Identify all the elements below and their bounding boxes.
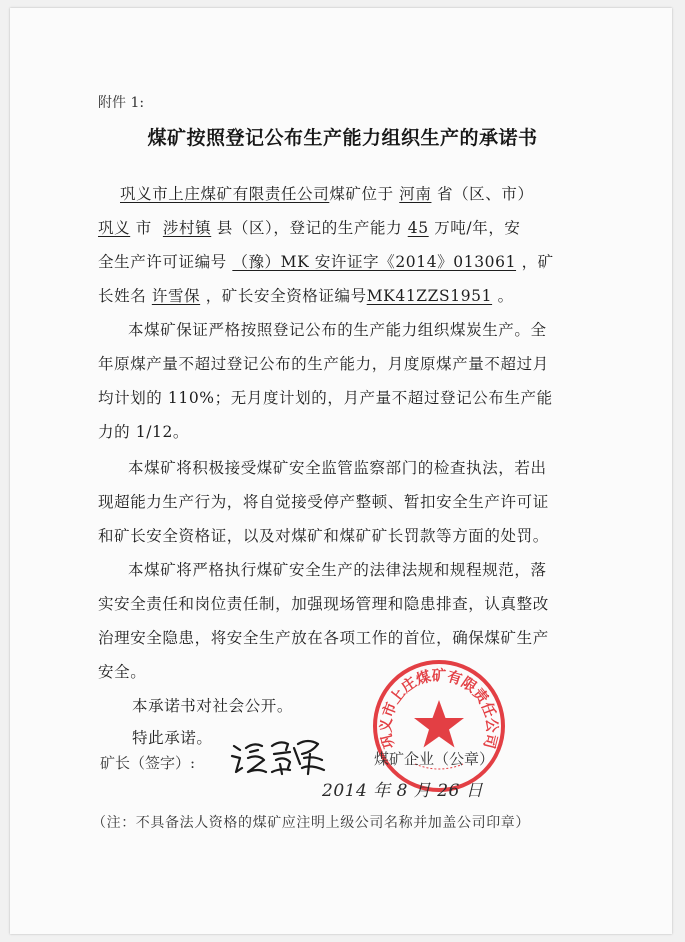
p2-line-4: 力的 1/12。 xyxy=(98,423,190,441)
p4-line-1: 本煤矿将严格执行煤矿安全生产的法律法规和规程规范，落 xyxy=(128,561,547,579)
handwritten-signature xyxy=(228,734,338,778)
town-field: 涉村镇 xyxy=(162,219,212,237)
p3-line-2: 现超能力生产行为，将自觉接受停产整顿、暂扣安全生产许可证 xyxy=(98,493,549,511)
capacity-field: 45 xyxy=(407,219,429,237)
cert-number-field: MK41ZZS1951 xyxy=(366,287,493,305)
company-stamp-label: 煤矿企业（公章） xyxy=(374,750,495,768)
p3-line-1: 本煤矿将积极接受煤矿安全监管监察部门的检查执法，若出 xyxy=(128,459,547,477)
p2-line-1: 本煤矿保证严格按照登记公布的生产能力组织煤炭生产。全 xyxy=(128,321,547,339)
p2-line-2: 年原煤产量不超过登记公布的生产能力，月度原煤产量不超过月 xyxy=(98,355,549,373)
company-name: 巩义市上庄煤矿有限责任公司 xyxy=(120,185,330,203)
document-title: 煤矿按照登记公布生产能力组织生产的承诺书 xyxy=(147,127,538,149)
p1-line-4: 长姓名 许雪保 ，矿长安全资格证编号MK41ZZS1951 。 xyxy=(98,287,514,305)
company-seal-stamp xyxy=(371,658,507,794)
p2-line-3: 均计划的 110%；无月度计划的，月产量不超过登记公布生产能 xyxy=(98,389,553,407)
city-field: 巩义 xyxy=(98,219,131,237)
p4-line-4: 安全。 xyxy=(98,663,147,681)
p1-line-2: 巩义 市 涉村镇 县（区），登记的生产能力 45 万吨/年，安 xyxy=(98,219,521,237)
license-number-field: （豫）MK 安许证字《2014》013061 xyxy=(232,253,517,271)
signature-label: 矿长（签字）: xyxy=(100,754,196,772)
p3-line-3: 和矿长安全资格证，以及对煤矿和煤矿矿长罚款等方面的处罚。 xyxy=(98,527,549,545)
p4-line-3: 治理安全隐患，将安全生产放在各项工作的首位，确保煤矿生产 xyxy=(98,629,549,647)
seal-text: 巩义市上庄煤矿有限责任公司 xyxy=(377,667,501,751)
p4-line-2: 实安全责任和岗位责任制，加强现场管理和隐患排查，认真整改 xyxy=(98,595,549,613)
province-field: 河南 xyxy=(399,185,432,203)
seal-star-icon xyxy=(414,700,464,748)
director-name-field: 许雪保 xyxy=(151,287,201,305)
sign-date: 2014 年 8 月 26 日 xyxy=(322,781,484,801)
attachment-label: 附件 1: xyxy=(98,95,145,111)
footnote: （注：不具备法人资格的煤矿应注明上级公司名称并加盖公司印章） xyxy=(92,815,530,831)
p1-line-1: 巩义市上庄煤矿有限责任公司煤矿位于 河南 省（区、市） xyxy=(120,185,534,203)
p1-line-3: 全生产许可证编号 （豫）MK 安许证字《2014》013061 ，矿 xyxy=(98,253,554,271)
p6-commitment: 特此承诺。 xyxy=(132,729,213,747)
p5-public: 本承诺书对社会公开。 xyxy=(132,697,294,715)
